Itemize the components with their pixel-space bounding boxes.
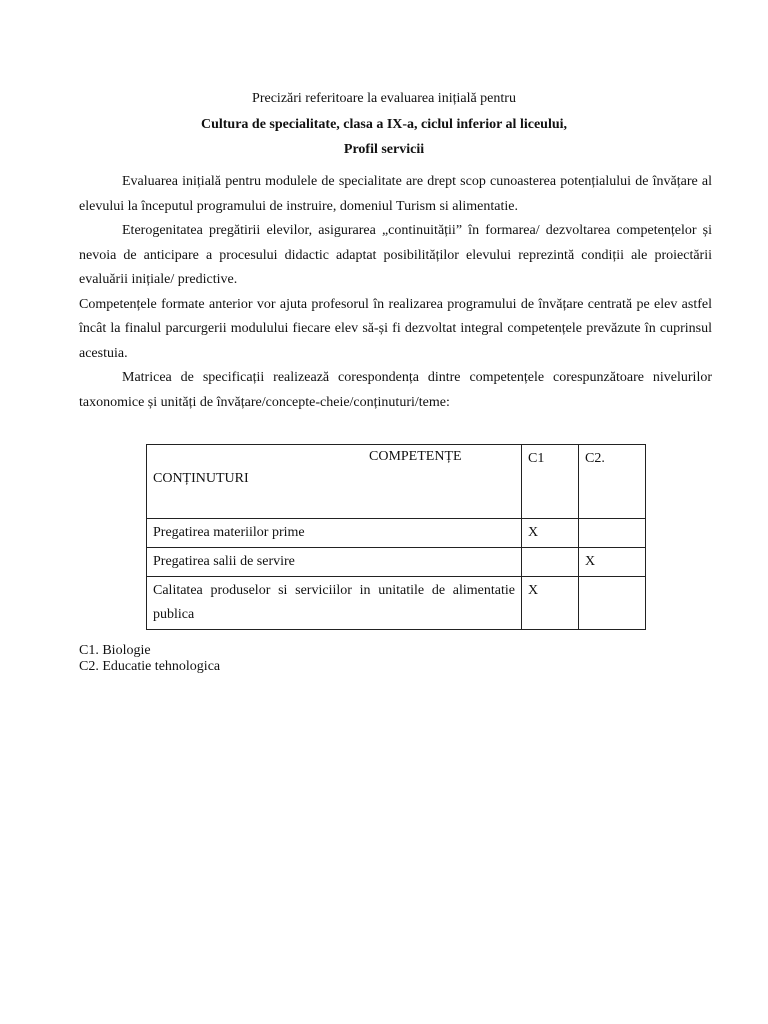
row-c1-mark: X [522, 519, 579, 548]
header-c1: C1 [522, 445, 579, 519]
header-continuturi: CONȚINUTURI [153, 471, 249, 486]
paragraph-2: Eterogenitatea pregătirii elevilor, asigurarea „continuității” în formarea/ dezvoltarea competențelor și nevoia de anticipare a procesului didactic adaptat posibilităților elevului reprezintă condiții ale proiectării evaluării inițiale/ predictive. [79, 223, 712, 287]
paragraph-1: Evaluarea inițială pentru modulele de specialitate are drept scop cunoasterea potențialului de învățare al elevului la începutul programului de instruire, domeniul Turism si alimentatie. [79, 174, 712, 214]
legend-c1: C1. Biologie [79, 643, 151, 658]
title-line-3: Profil servicii [343, 142, 425, 157]
specification-matrix [146, 444, 646, 630]
row-content: Pregatirea salii de servire [147, 548, 522, 577]
table-row [147, 577, 646, 630]
matrix-header-cell [147, 445, 522, 519]
body-text [79, 170, 712, 415]
row-c2-mark [579, 519, 646, 548]
paragraph-3: Competențele formate anterior vor ajuta profesorul în realizarea programului de învățare centrată pe elev astfel încât la finalul parcurgerii modulului fiecare elev să-și fi dezvoltat integral competențele prevăzute în cuprinsul acestuia. [79, 296, 712, 361]
title-line-1: Precizări referitoare la evaluarea inițială pentru [252, 91, 516, 106]
table-row [147, 519, 646, 548]
paragraph-4: Matricea de specificații realizează corespondența dintre competențele corespunzătoare nivelurilor taxonomice și unități de învățare/concepte-cheie/conținuturi/teme: [79, 370, 712, 410]
row-c2-mark [579, 577, 646, 630]
row-c1-mark: X [522, 577, 579, 630]
header-competente: COMPETENȚE [369, 449, 462, 464]
row-c2-mark: X [579, 548, 646, 577]
row-c1-mark [522, 548, 579, 577]
matrix-header-row [147, 445, 646, 519]
title-line-2: Cultura de specialitate, clasa a IX-a, ciclul inferior al liceului, [200, 117, 568, 132]
legend [79, 643, 220, 675]
legend-c2: C2. Educatie tehnologica [79, 659, 221, 674]
row-content: Calitatea produselor si serviciilor in unitatile de alimentatie publica [147, 577, 522, 630]
header-c2: C2. [579, 445, 646, 519]
row-content: Pregatirea materiilor prime [147, 519, 522, 548]
table-row [147, 548, 646, 577]
